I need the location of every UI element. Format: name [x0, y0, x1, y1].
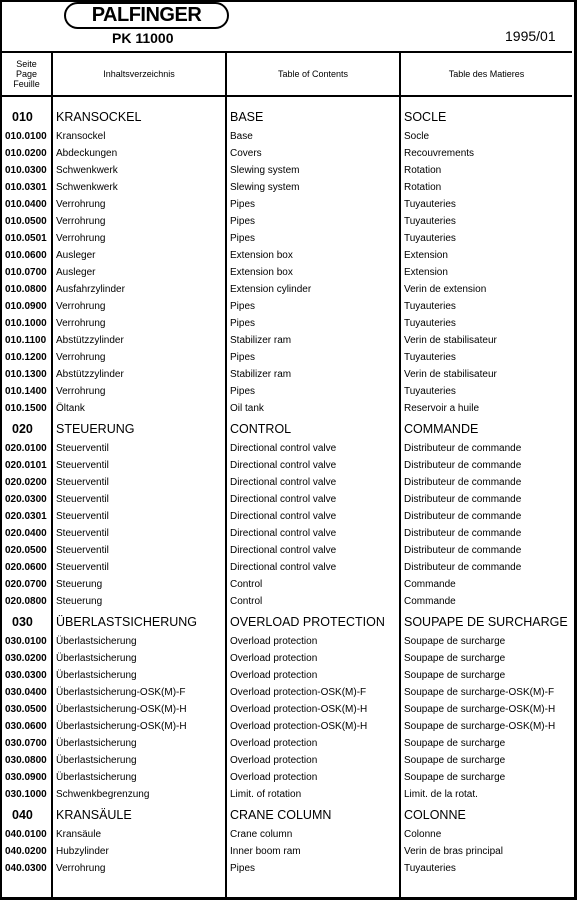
table-row	[2, 366, 572, 383]
row-code: 030.0100	[5, 636, 47, 647]
table-row	[2, 196, 572, 213]
row-en: Pipes	[230, 352, 256, 363]
row-fr: Tuyauteries	[404, 318, 456, 329]
row-fr: Soupape de surcharge-OSK(M)-F	[404, 687, 555, 698]
section-de: KRANSÄULE	[56, 808, 132, 822]
row-en: Pipes	[230, 216, 256, 227]
row-de: Ausfahrzylinder	[56, 284, 125, 295]
row-fr: Colonne	[404, 829, 442, 840]
section-code: 020	[12, 422, 33, 436]
row-code: 020.0400	[5, 528, 47, 539]
table-row	[2, 752, 572, 769]
row-en: Overload protection-OSK(M)-H	[230, 721, 368, 732]
section-de: ÜBERLASTSICHERUNG	[56, 615, 197, 629]
table-row	[2, 718, 572, 735]
row-de: Verrohrung	[56, 233, 106, 244]
table-row	[2, 559, 572, 576]
table-row	[2, 667, 572, 684]
row-de: Schwenkwerk	[56, 182, 118, 193]
row-fr: Soupape de surcharge	[404, 755, 506, 766]
row-en: Stabilizer ram	[230, 369, 292, 380]
row-code: 020.0700	[5, 579, 47, 590]
row-fr: Socle	[404, 131, 430, 142]
row-fr: Soupape de surcharge	[404, 738, 506, 749]
contents-table	[2, 51, 572, 898]
section-row	[2, 611, 572, 633]
row-de: Überlastsicherung-OSK(M)-F	[56, 687, 186, 698]
row-code: 040.0100	[5, 829, 47, 840]
header-english: Table of Contents	[277, 69, 349, 79]
row-fr: Commande	[404, 596, 456, 607]
table-row	[2, 332, 572, 349]
header-bottom-rule	[2, 95, 572, 97]
row-code: 010.1300	[5, 369, 47, 380]
row-code: 010.0400	[5, 199, 47, 210]
row-en: Directional control valve	[230, 511, 337, 522]
row-fr: Verin de extension	[404, 284, 487, 295]
row-fr: Extension	[404, 267, 448, 278]
row-fr: Distributeur de commande	[404, 545, 522, 556]
table-row	[2, 491, 572, 508]
row-en: Directional control valve	[230, 477, 337, 488]
section-fr: COLONNE	[404, 808, 466, 822]
row-en: Directional control valve	[230, 443, 337, 454]
row-code: 020.0101	[5, 460, 47, 471]
row-fr: Tuyauteries	[404, 352, 456, 363]
row-fr: Soupape de surcharge-OSK(M)-H	[404, 721, 556, 732]
row-fr: Recouvrements	[404, 148, 475, 159]
row-code: 020.0200	[5, 477, 47, 488]
section-en: CONTROL	[230, 422, 292, 436]
table-row	[2, 457, 572, 474]
row-en: Directional control valve	[230, 562, 337, 573]
table-row	[2, 525, 572, 542]
row-fr: Soupape de surcharge	[404, 670, 506, 681]
row-code: 010.0200	[5, 148, 47, 159]
row-code: 020.0301	[5, 511, 47, 522]
row-de: Abstützzylinder	[56, 335, 124, 346]
row-fr: Distributeur de commande	[404, 562, 522, 573]
table-row	[2, 576, 572, 593]
document-date: 1995/01	[505, 28, 556, 44]
row-fr: Rotation	[404, 165, 442, 176]
section-row	[2, 804, 572, 826]
table-row	[2, 701, 572, 718]
row-fr: Soupape de surcharge-OSK(M)-H	[404, 704, 556, 715]
row-fr: Distributeur de commande	[404, 528, 522, 539]
row-fr: Tuyauteries	[404, 863, 456, 874]
header-german: Inhaltsverzeichnis	[103, 69, 175, 79]
header-page: Seite Page Feuille	[13, 59, 40, 89]
row-code: 010.0900	[5, 301, 47, 312]
table-row	[2, 786, 572, 803]
section-fr: COMMANDE	[404, 422, 479, 436]
row-de: Steuerung	[56, 579, 103, 590]
row-de: Abstützzylinder	[56, 369, 124, 380]
row-code: 030.1000	[5, 789, 47, 800]
table-row	[2, 264, 572, 281]
section-en: CRANE COLUMN	[230, 808, 332, 822]
row-code: 010.1400	[5, 386, 47, 397]
row-fr: Distributeur de commande	[404, 443, 522, 454]
row-code: 020.0600	[5, 562, 47, 573]
row-de: Steuerung	[56, 596, 103, 607]
row-en: Pipes	[230, 318, 256, 329]
row-code: 010.1200	[5, 352, 47, 363]
row-de: Verrohrung	[56, 863, 106, 874]
row-en: Directional control valve	[230, 460, 337, 471]
row-en: Slewing system	[230, 165, 300, 176]
row-en: Covers	[230, 148, 262, 159]
section-en: OVERLOAD PROTECTION	[230, 615, 385, 629]
table-row	[2, 298, 572, 315]
row-en: Extension cylinder	[230, 284, 312, 295]
row-de: Verrohrung	[56, 199, 106, 210]
table-row	[2, 440, 572, 457]
row-fr: Soupape de surcharge	[404, 772, 506, 783]
row-de: Steuerventil	[56, 443, 109, 454]
row-fr: Tuyauteries	[404, 301, 456, 312]
row-fr: Distributeur de commande	[404, 460, 522, 471]
row-code: 010.0301	[5, 182, 47, 193]
row-code: 020.0300	[5, 494, 47, 505]
section-row	[2, 418, 572, 440]
row-de: Öltank	[56, 403, 85, 414]
table-row	[2, 145, 572, 162]
row-en: Overload protection-OSK(M)-F	[230, 687, 367, 698]
model-number: PK 11000	[112, 30, 174, 46]
row-en: Control	[230, 579, 263, 590]
row-fr: Soupape de surcharge	[404, 636, 506, 647]
row-code: 010.0800	[5, 284, 47, 295]
row-code: 010.1500	[5, 403, 47, 414]
table-row	[2, 843, 572, 860]
table-row	[2, 162, 572, 179]
row-de: Hubzylinder	[56, 846, 109, 857]
row-de: Ausleger	[56, 267, 96, 278]
row-de: Verrohrung	[56, 352, 106, 363]
row-en: Overload protection	[230, 653, 318, 664]
table-row	[2, 769, 572, 786]
row-de: Überlastsicherung-OSK(M)-H	[56, 721, 187, 732]
row-fr: Commande	[404, 579, 456, 590]
row-de: Steuerventil	[56, 477, 109, 488]
row-fr: Reservoir a huile	[404, 403, 480, 414]
row-de: Verrohrung	[56, 216, 106, 227]
row-en: Overload protection	[230, 670, 318, 681]
row-de: Schwenkwerk	[56, 165, 118, 176]
row-de: Überlastsicherung	[56, 772, 137, 783]
row-code: 010.1000	[5, 318, 47, 329]
row-code: 030.0300	[5, 670, 47, 681]
row-de: Steuerventil	[56, 494, 109, 505]
row-en: Overload protection	[230, 772, 318, 783]
row-code: 010.0501	[5, 233, 47, 244]
table-row	[2, 508, 572, 525]
row-code: 010.1100	[5, 335, 47, 346]
row-code: 030.0200	[5, 653, 47, 664]
row-code: 030.0500	[5, 704, 47, 715]
row-code: 020.0500	[5, 545, 47, 556]
row-en: Extension box	[230, 267, 293, 278]
row-code: 040.0300	[5, 863, 47, 874]
row-fr: Extension	[404, 250, 448, 261]
row-en: Oil tank	[230, 403, 264, 414]
brand-name: PALFINGER	[91, 4, 202, 26]
row-code: 030.0400	[5, 687, 47, 698]
row-fr: Verin de stabilisateur	[404, 335, 497, 346]
row-en: Limit. of rotation	[230, 789, 302, 800]
table-row	[2, 633, 572, 650]
table-row	[2, 860, 572, 877]
table-row	[2, 542, 572, 559]
table-row	[2, 826, 572, 843]
table-row	[2, 650, 572, 667]
row-en: Stabilizer ram	[230, 335, 292, 346]
table-row	[2, 400, 572, 417]
row-en: Base	[230, 131, 253, 142]
table-row	[2, 349, 572, 366]
row-en: Slewing system	[230, 182, 300, 193]
row-code: 020.0800	[5, 596, 47, 607]
table-row	[2, 383, 572, 400]
table-row	[2, 684, 572, 701]
row-en: Extension box	[230, 250, 293, 261]
row-en: Control	[230, 596, 263, 607]
table-row	[2, 593, 572, 610]
row-en: Inner boom ram	[230, 846, 301, 857]
section-fr: SOCLE	[404, 110, 447, 124]
row-de: Steuerventil	[56, 545, 109, 556]
section-en: BASE	[230, 110, 264, 124]
section-code: 010	[12, 110, 33, 124]
row-en: Directional control valve	[230, 545, 337, 556]
row-de: Abdeckungen	[56, 148, 118, 159]
row-code: 010.0700	[5, 267, 47, 278]
row-de: Überlastsicherung	[56, 636, 137, 647]
row-de: Steuerventil	[56, 511, 109, 522]
row-de: Überlastsicherung	[56, 738, 137, 749]
row-de: Schwenkbegrenzung	[56, 789, 150, 800]
table-row	[2, 230, 572, 247]
row-en: Overload protection	[230, 636, 318, 647]
table-row	[2, 213, 572, 230]
row-fr: Distributeur de commande	[404, 511, 522, 522]
row-de: Kransockel	[56, 131, 106, 142]
row-fr: Verin de bras principal	[404, 846, 503, 857]
row-de: Überlastsicherung-OSK(M)-H	[56, 704, 187, 715]
row-en: Directional control valve	[230, 528, 337, 539]
table-row	[2, 315, 572, 332]
row-fr: Limit. de la rotat.	[404, 789, 478, 800]
row-en: Pipes	[230, 386, 256, 397]
palfinger-logo	[64, 2, 229, 29]
row-en: Pipes	[230, 301, 256, 312]
row-code: 020.0100	[5, 443, 47, 454]
row-code: 040.0200	[5, 846, 47, 857]
row-fr: Soupape de surcharge	[404, 653, 506, 664]
row-de: Ausleger	[56, 250, 96, 261]
row-de: Überlastsicherung	[56, 653, 137, 664]
header-french: Table des Matieres	[448, 69, 525, 79]
row-de: Steuerventil	[56, 562, 109, 573]
row-en: Pipes	[230, 199, 256, 210]
row-code: 030.0800	[5, 755, 47, 766]
row-fr: Distributeur de commande	[404, 477, 522, 488]
row-fr: Distributeur de commande	[404, 494, 522, 505]
row-de: Verrohrung	[56, 318, 106, 329]
row-fr: Tuyauteries	[404, 199, 456, 210]
table-row	[2, 735, 572, 752]
row-fr: Rotation	[404, 182, 442, 193]
row-fr: Tuyauteries	[404, 386, 456, 397]
row-en: Overload protection-OSK(M)-H	[230, 704, 368, 715]
row-en: Pipes	[230, 863, 256, 874]
row-code: 030.0900	[5, 772, 47, 783]
row-en: Directional control valve	[230, 494, 337, 505]
row-de: Steuerventil	[56, 528, 109, 539]
row-fr: Tuyauteries	[404, 216, 456, 227]
section-fr: SOUPAPE DE SURCHARGE	[404, 615, 568, 629]
table-row	[2, 281, 572, 298]
row-de: Überlastsicherung	[56, 755, 137, 766]
row-code: 010.0100	[5, 131, 47, 142]
table-row	[2, 474, 572, 491]
row-de: Überlastsicherung	[56, 670, 137, 681]
table-row	[2, 247, 572, 264]
row-fr: Tuyauteries	[404, 233, 456, 244]
section-row	[2, 106, 572, 128]
row-code: 010.0500	[5, 216, 47, 227]
row-code: 010.0300	[5, 165, 47, 176]
row-fr: Verin de stabilisateur	[404, 369, 497, 380]
row-de: Kransäule	[56, 829, 102, 840]
section-code: 040	[12, 808, 33, 822]
row-de: Verrohrung	[56, 301, 106, 312]
row-code: 030.0600	[5, 721, 47, 732]
section-de: KRANSOCKEL	[56, 110, 142, 124]
section-code: 030	[12, 615, 33, 629]
table-row	[2, 179, 572, 196]
row-de: Steuerventil	[56, 460, 109, 471]
row-en: Pipes	[230, 233, 256, 244]
row-code: 030.0700	[5, 738, 47, 749]
row-en: Overload protection	[230, 755, 318, 766]
row-code: 010.0600	[5, 250, 47, 261]
row-en: Overload protection	[230, 738, 318, 749]
table-row	[2, 128, 572, 145]
section-de: STEUERUNG	[56, 422, 135, 436]
row-de: Verrohrung	[56, 386, 106, 397]
row-en: Crane column	[230, 829, 293, 840]
